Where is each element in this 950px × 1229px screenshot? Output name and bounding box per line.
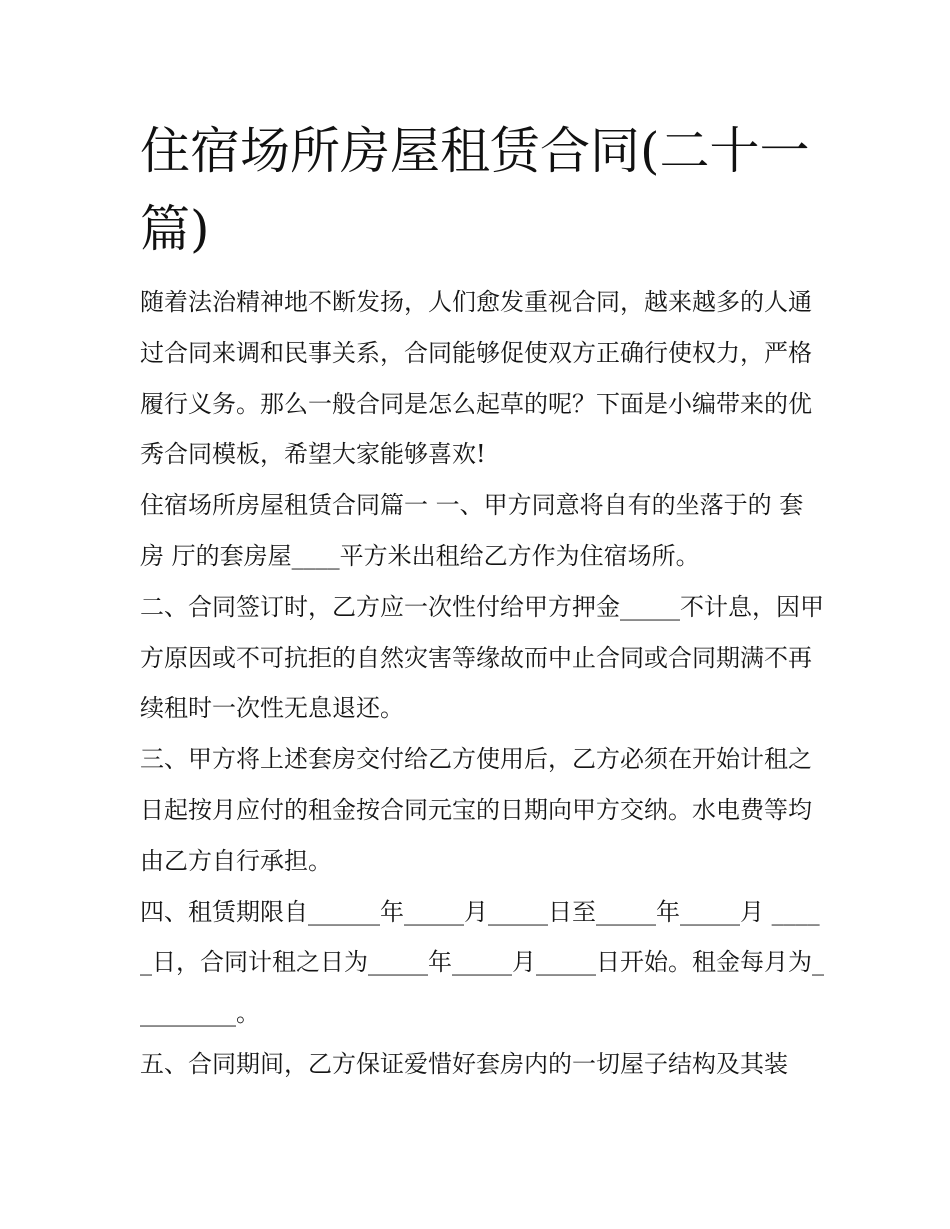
clause-3-paragraph: 三、甲方将上述套房交付给乙方使用后，乙方必须在开始计租之日起按月应付的租金按合同元宝的日期向甲方交纳。水电费等均由乙方自行承担。 [140, 745, 812, 875]
clause-5-paragraph: 五、合同期间，乙方保证爱惜好套房内的一切屋子结构及其装 [140, 1049, 788, 1078]
intro-paragraph: 随着法治精神地不断发扬，人们愈发重视合同，越来越多的人通过合同来调和民事关系，合同能够促使双方正确行使权力，严格履行义务。那么一般合同是怎么起草的呢？下面是小编带来的优秀合同模板，希望大家能够喜欢! [140, 288, 812, 469]
document-title: 住宿场所房屋租赁合同(二十一篇) [140, 122, 810, 258]
clause-1-paragraph: 住宿场所房屋租赁合同篇一 一、甲方同意将自有的坐落于的 套 房 厅的套房屋____平方米出租给乙方作为住宿场所。 [140, 491, 804, 570]
clause-2-paragraph: 二、合同签订时，乙方应一次性付给甲方押金_____不计息，因甲方原因或不可抗拒的自然灾害等缘故而中止合同或合同期满不再续租时一次性无息退还。 [140, 592, 824, 723]
document-body [140, 277, 830, 1090]
clause-4-paragraph: 四、租赁期限自______年_____月_____日至_____年_____月 _____日，合同计租之日为_____年_____月_____日开始。租金每月为_________。 [140, 897, 824, 1028]
